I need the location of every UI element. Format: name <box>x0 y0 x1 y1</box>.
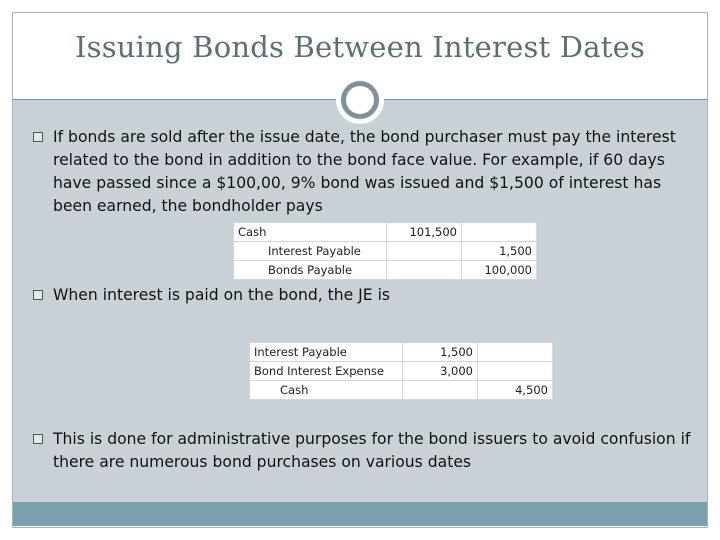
bullet-item-1 <box>33 126 693 218</box>
square-bullet-icon <box>33 132 43 142</box>
credit-cell: 1,500 <box>462 242 537 261</box>
debit-cell <box>387 261 462 280</box>
account-cell: Bonds Payable <box>234 261 387 280</box>
bullet-text: If bonds are sold after the issue date, the bond purchaser must pay the interest related to the bond in addition to the bond face value. For example, if 60 days have passed since a $100,00, 9% bond was issued and $1,500 of interest has been earned, the bondholder pays <box>53 128 676 215</box>
journal-entry-table-1 <box>233 222 537 280</box>
table-row <box>250 343 553 362</box>
square-bullet-icon <box>33 434 43 444</box>
account-cell: Interest Payable <box>250 343 403 362</box>
table-row <box>234 261 537 280</box>
circle-ornament-icon <box>341 81 379 119</box>
debit-cell: 101,500 <box>387 223 462 242</box>
bullet-text: This is done for administrative purposes for the bond issuers to avoid confusion if there are numerous bond purchases on various dates <box>53 430 691 471</box>
credit-cell: 100,000 <box>462 261 537 280</box>
account-cell: Cash <box>250 381 403 400</box>
journal-entry-table-2 <box>249 342 553 400</box>
credit-cell <box>478 343 553 362</box>
table-row <box>234 242 537 261</box>
credit-cell <box>462 223 537 242</box>
bullet-item-3 <box>33 428 693 474</box>
credit-cell: 4,500 <box>478 381 553 400</box>
debit-cell: 3,000 <box>403 362 478 381</box>
account-cell: Bond Interest Expense <box>250 362 403 381</box>
debit-cell: 1,500 <box>403 343 478 362</box>
table-row <box>234 223 537 242</box>
square-bullet-icon <box>33 290 43 300</box>
debit-cell <box>403 381 478 400</box>
footer-bar <box>13 502 707 526</box>
table-row <box>250 362 553 381</box>
table-row <box>250 381 553 400</box>
debit-cell <box>387 242 462 261</box>
credit-cell <box>478 362 553 381</box>
slide-title: Issuing Bonds Between Interest Dates <box>74 30 646 64</box>
bullet-text: When interest is paid on the bond, the JE is <box>53 286 391 304</box>
bullet-item-2 <box>33 284 693 307</box>
account-cell: Cash <box>234 223 387 242</box>
account-cell: Interest Payable <box>234 242 387 261</box>
